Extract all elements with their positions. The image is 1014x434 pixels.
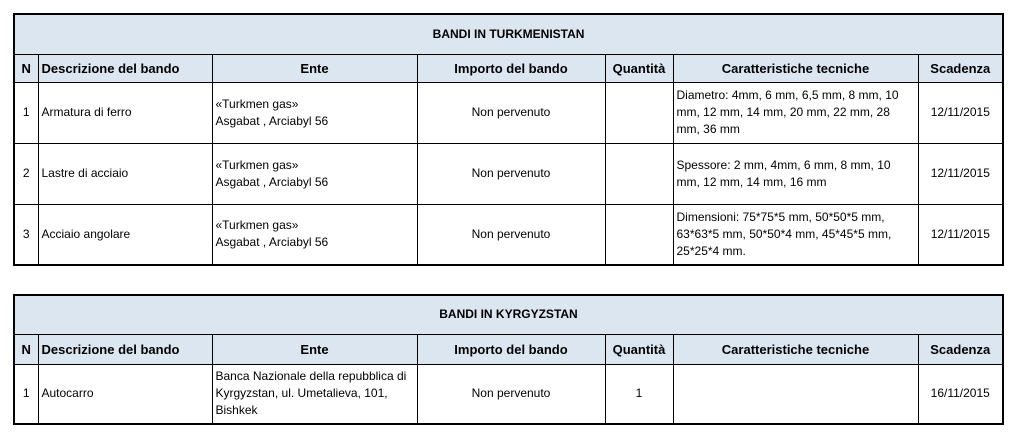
row-caratteristiche [673,364,918,424]
row-descrizione: Acciaio angolare [38,204,212,265]
table-row [14,364,1003,424]
row-descrizione: Lastre di acciaio [38,143,212,204]
header-ente: Ente [212,334,417,364]
header-descrizione: Descrizione del bando [38,54,212,82]
table-row [14,82,1003,143]
header-quantita: Quantità [605,334,673,364]
row-ente [212,143,417,204]
row-number: 1 [14,364,38,424]
row-importo: Non pervenuto [417,204,605,265]
header-row [14,54,1003,82]
header-n: N [14,54,38,82]
row-scadenza: 16/11/2015 [918,364,1003,424]
ente-address: Asgabat , Arciabyl 56 [215,174,329,189]
row-importo: Non pervenuto [417,143,605,204]
header-quantita: Quantità [605,54,673,82]
header-importo: Importo del bando [417,54,605,82]
row-quantita: 1 [605,364,673,424]
header-scadenza: Scadenza [918,54,1003,82]
table-title-row [14,14,1003,54]
table-title-row [14,295,1003,334]
row-descrizione: Armatura di ferro [38,82,212,143]
row-scadenza: 12/11/2015 [918,204,1003,265]
row-quantita [605,204,673,265]
header-scadenza: Scadenza [918,334,1003,364]
row-descrizione: Autocarro [38,364,212,424]
header-n: N [14,334,38,364]
row-caratteristiche: Dimensioni: 75*75*5 mm, 50*50*5 mm, 63*63*5 mm, 50*50*4 mm, 45*45*5 mm, 25*25*4 mm. [673,204,918,265]
table-row [14,204,1003,265]
table-title: BANDI IN KYRGYZSTAN [14,295,1003,334]
ente-address: Asgabat , Arciabyl 56 [215,235,329,250]
ente-name: «Turkmen gas» [215,218,299,233]
row-ente [212,82,417,143]
header-importo: Importo del bando [417,334,605,364]
row-number: 2 [14,143,38,204]
row-scadenza: 12/11/2015 [918,143,1003,204]
row-number: 3 [14,204,38,265]
row-quantita [605,82,673,143]
ente-name: «Turkmen gas» [215,157,299,172]
row-importo: Non pervenuto [417,364,605,424]
row-importo: Non pervenuto [417,82,605,143]
row-scadenza: 12/11/2015 [918,82,1003,143]
header-caratteristiche: Caratteristiche tecniche [673,334,918,364]
table-title: BANDI IN TURKMENISTAN [14,14,1003,54]
kyrgyzstan-tenders-table [13,294,1004,425]
header-caratteristiche: Caratteristiche tecniche [673,54,918,82]
turkmenistan-tenders-table [13,13,1004,266]
row-ente: Banca Nazionale della repubblica di Kyrgyzstan, ul. Umetalieva, 101, Bishkek [212,364,417,424]
row-quantita [605,143,673,204]
ente-address: Asgabat , Arciabyl 56 [215,113,329,128]
table-row [14,143,1003,204]
row-caratteristiche: Diametro: 4mm, 6 mm, 6,5 mm, 8 mm, 10 mm, 12 mm, 14 mm, 20 mm, 22 mm, 28 mm, 36 mm [673,82,918,143]
ente-name: «Turkmen gas» [215,96,299,111]
header-descrizione: Descrizione del bando [38,334,212,364]
row-caratteristiche: Spessore: 2 mm, 4mm, 6 mm, 8 mm, 10 mm, 12 mm, 14 mm, 16 mm [673,143,918,204]
header-ente: Ente [212,54,417,82]
header-row [14,334,1003,364]
row-number: 1 [14,82,38,143]
row-ente [212,204,417,265]
